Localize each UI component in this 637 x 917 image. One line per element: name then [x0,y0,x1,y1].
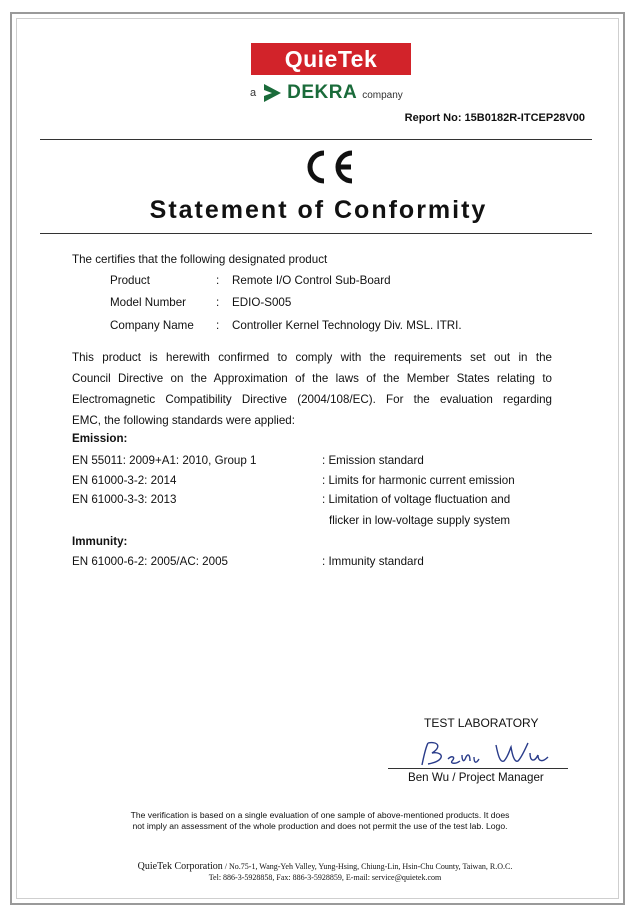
emission-standard: EN 61000-3-2: 2014 [72,474,177,487]
emission-description-cont: flicker in low-voltage supply system [329,514,511,527]
test-laboratory-label: TEST LABORATORY [424,716,539,730]
company-value: Controller Kernel Technology Div. MSL. ITRI. [232,319,462,332]
intro-text: The certifies that the following designated product [72,253,328,266]
dekra-arrow-icon [261,82,283,104]
footer-corp-name: QuieTek Corporation [137,861,223,872]
signer-name-title: Ben Wu / Project Manager [408,771,544,784]
footer-address: / No.75-1, Wang-Yeh Valley, Yung-Hsing, Chiung-Lin, Hsin-Chu County, Taiwan, R.O.C. [224,862,513,871]
quietek-logo [251,43,411,75]
immunity-description: : Immunity standard [322,555,424,568]
top-divider [40,139,592,140]
emission-description: : Emission standard [322,454,424,467]
emission-description: : Limitation of voltage fluctuation and [322,493,511,506]
dekra-name: DEKRA [287,82,358,103]
footer-contact: Tel: 886-3-5928858, Fax: 886-3-5928859, E-mail: service@quietek.com [208,873,442,882]
paragraph-line: EMC, the following standards were applied: [72,414,295,427]
company-colon: : [216,319,220,332]
model-value: EDIO-S005 [232,296,292,309]
dekra-logo [250,80,403,106]
title-divider [40,233,592,234]
ce-mark-icon [300,147,360,187]
emission-description: : Limits for harmonic current emission [322,474,515,487]
signature [414,737,554,771]
immunity-standard: EN 61000-6-2: 2005/AC: 2005 [72,555,228,568]
emission-heading: Emission: [72,432,128,445]
footer [105,861,545,883]
page-title: Statement of Conformity [149,196,488,224]
model-colon: : [216,296,220,309]
model-label: Model Number [110,296,187,309]
dekra-a-text: a [250,87,257,99]
disclaimer [100,810,540,832]
product-label: Product [110,274,150,287]
paragraph-line: This product is herewith confirmed to comply with the requirements set out in the [72,351,552,364]
quietek-logo-text: QuieTek [284,46,378,72]
dekra-company-text: company [362,89,403,101]
compliance-paragraph [72,347,552,431]
disclaimer-line: The verification is based on a single evaluation of one sample of above-mentioned products. It does [130,810,510,820]
immunity-heading: Immunity: [72,535,128,548]
paragraph-line: Council Directive on the Approximation of the laws of the Member States relating to [72,372,552,385]
signature-line [388,768,568,769]
product-colon: : [216,274,220,287]
emission-standard: EN 55011: 2009+A1: 2010, Group 1 [72,454,257,467]
disclaimer-line: not imply an assessment of the whole production and does not permit the use of the test lab. Logo. [132,821,508,831]
report-number: Report No: 15B0182R-ITCEP28V00 [404,112,585,124]
company-label: Company Name [110,319,194,332]
product-value: Remote I/O Control Sub-Board [232,274,391,287]
emission-standard: EN 61000-3-3: 2013 [72,493,177,506]
paragraph-line: Electromagnetic Compatibility Directive (2004/108/EC). For the evaluation regarding [72,393,552,406]
